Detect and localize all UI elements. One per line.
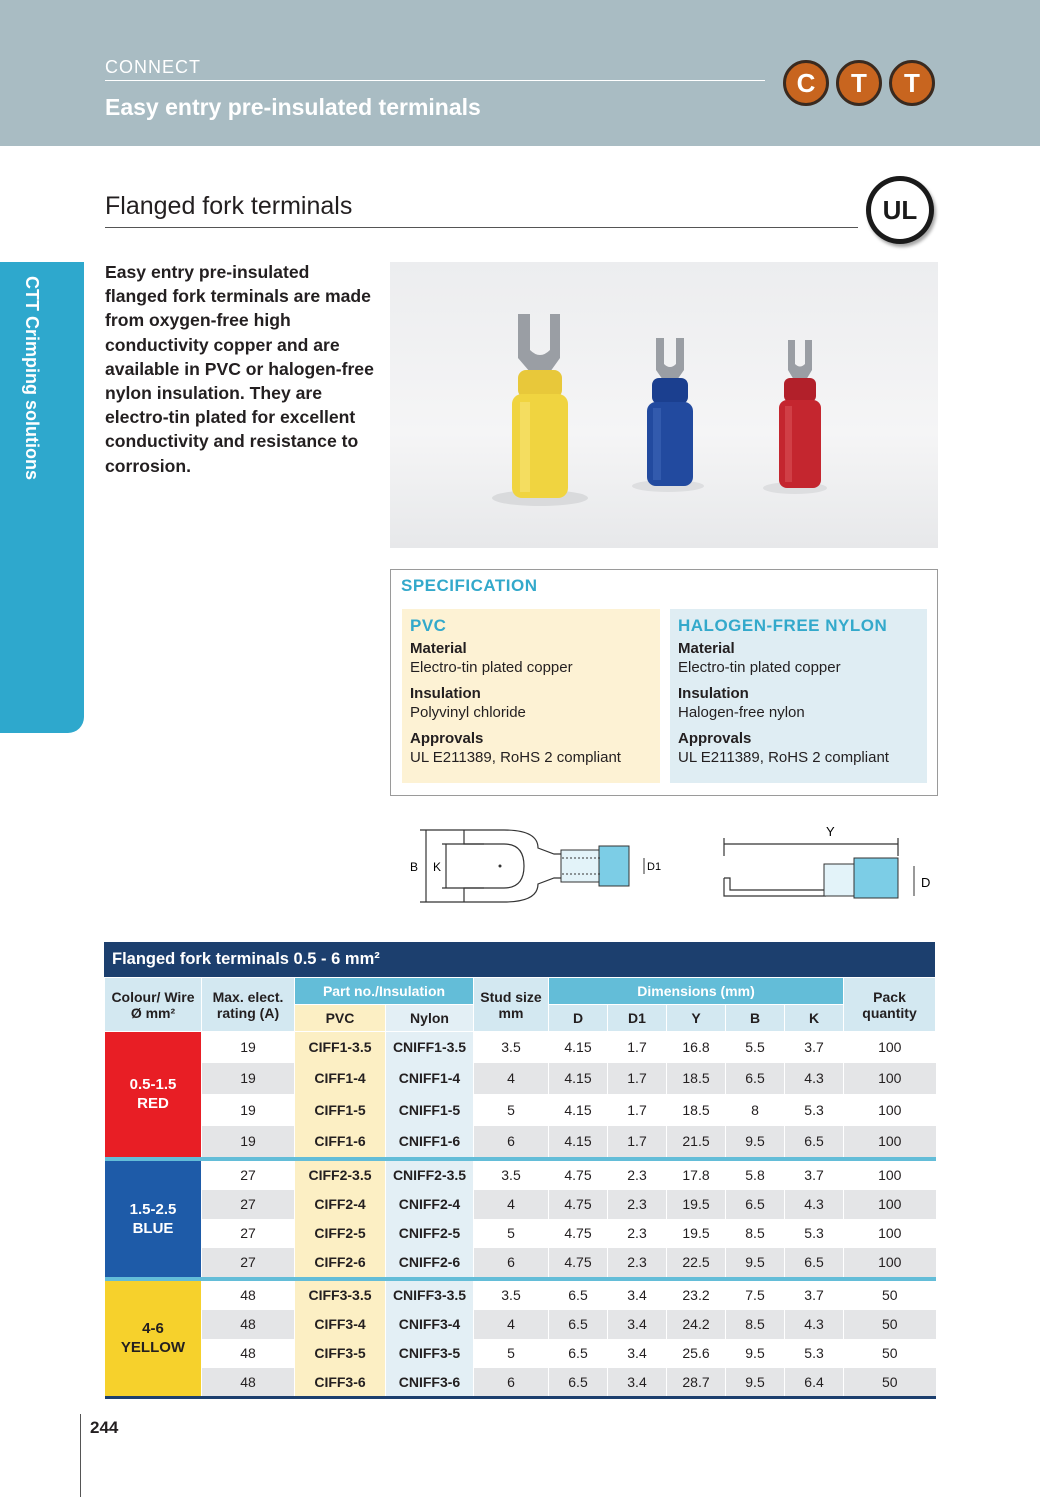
cell-pvc: CIFF1-3.5 [295, 1032, 386, 1063]
spec-nylon-approvals: UL E211389, RoHS 2 compliant [678, 749, 889, 766]
cell-pack: 100 [844, 1126, 936, 1157]
cell-k: 3.7 [785, 1032, 844, 1063]
cell-stud: 5 [474, 1219, 549, 1248]
cell-y: 18.5 [667, 1094, 726, 1126]
cell-k: 3.7 [785, 1161, 844, 1190]
cell-d: 4.75 [549, 1219, 608, 1248]
cell-b: 8 [726, 1094, 785, 1126]
cell-y: 22.5 [667, 1248, 726, 1277]
cell-nylon: CNIFF2-4 [386, 1190, 474, 1219]
cell-stud: 6 [474, 1248, 549, 1277]
cell-pvc: CIFF3-5 [295, 1339, 386, 1368]
col-dimensions: Dimensions (mm) [549, 978, 844, 1005]
page-number: 244 [90, 1418, 119, 1437]
col-nylon: Nylon [386, 1005, 474, 1032]
table-row [105, 1063, 936, 1094]
header-band [0, 0, 1040, 146]
colour-name: BLUE [132, 1219, 174, 1237]
cell-pvc: CIFF1-5 [295, 1094, 386, 1126]
cell-d1: 1.7 [608, 1094, 667, 1126]
cell-d: 4.15 [549, 1063, 608, 1094]
table-row [105, 1368, 936, 1396]
cell-k: 5.3 [785, 1219, 844, 1248]
cell-d1: 2.3 [608, 1219, 667, 1248]
cell-rating: 27 [202, 1161, 295, 1190]
cell-rating: 19 [202, 1094, 295, 1126]
table-row [105, 1126, 936, 1157]
header-subtitle: Easy entry pre-insulated terminals [105, 94, 481, 120]
cell-d: 4.15 [549, 1126, 608, 1157]
wire-range: 4-6 [142, 1320, 164, 1337]
table-row [105, 1190, 936, 1219]
ul-badge-text: UL [871, 181, 929, 239]
ul-certification-icon [866, 176, 934, 244]
terminal-data-table [104, 977, 936, 1399]
group-separator [105, 1396, 936, 1399]
cell-b: 7.5 [726, 1281, 785, 1310]
cell-pvc: CIFF1-6 [295, 1126, 386, 1157]
spec-pvc-material: Electro-tin plated copper [410, 659, 573, 676]
dim-label-y: Y [826, 824, 835, 839]
cell-pvc: CIFF1-4 [295, 1063, 386, 1094]
dim-label-k: K [433, 860, 442, 874]
col-pack: Pack quantity [844, 978, 936, 1032]
cell-rating: 19 [202, 1063, 295, 1094]
table-row [105, 1094, 936, 1126]
table-title: Flanged fork terminals 0.5 - 6 mm² [104, 942, 935, 977]
cell-pack: 100 [844, 1161, 936, 1190]
side-tab-label: CTT Crimping solutions [22, 276, 42, 480]
spec-nylon-insulation: Halogen-free nylon [678, 704, 805, 721]
cell-y: 19.5 [667, 1219, 726, 1248]
cell-d: 6.5 [549, 1339, 608, 1368]
cell-rating: 27 [202, 1219, 295, 1248]
terminals-illustration [390, 262, 938, 548]
spec-pvc-approvals: UL E211389, RoHS 2 compliant [410, 749, 621, 766]
colour-name: RED [137, 1095, 169, 1113]
cell-rating: 48 [202, 1368, 295, 1396]
table-row [105, 1281, 936, 1310]
cell-rating: 27 [202, 1190, 295, 1219]
cell-k: 6.5 [785, 1248, 844, 1277]
cell-d1: 3.4 [608, 1281, 667, 1310]
cell-d: 4.15 [549, 1032, 608, 1063]
cell-stud: 6 [474, 1126, 549, 1157]
spec-pvc-approvals-label: Approvals [410, 730, 484, 747]
cell-pack: 100 [844, 1094, 936, 1126]
table-row [105, 1248, 936, 1277]
cell-pack: 50 [844, 1368, 936, 1396]
spec-pvc-column [402, 609, 660, 783]
cell-y: 17.8 [667, 1161, 726, 1190]
cell-y: 18.5 [667, 1063, 726, 1094]
cell-d1: 1.7 [608, 1063, 667, 1094]
cell-rating: 48 [202, 1310, 295, 1339]
col-colour: Colour/ Wire Ø mm² [105, 978, 202, 1032]
cell-d1: 1.7 [608, 1126, 667, 1157]
cell-y: 23.2 [667, 1281, 726, 1310]
cell-d1: 2.3 [608, 1190, 667, 1219]
cell-pvc: CIFF3-6 [295, 1368, 386, 1396]
cell-pvc: CIFF2-6 [295, 1248, 386, 1277]
cell-stud: 6 [474, 1368, 549, 1396]
table-row [105, 1310, 936, 1339]
spec-pvc-material-label: Material [410, 640, 467, 657]
col-stud: Stud size mm [474, 978, 549, 1032]
cell-stud: 3.5 [474, 1161, 549, 1190]
product-photo [390, 262, 938, 548]
cell-d: 4.75 [549, 1248, 608, 1277]
cell-y: 25.6 [667, 1339, 726, 1368]
cell-nylon: CNIFF3-6 [386, 1368, 474, 1396]
cell-k: 5.3 [785, 1094, 844, 1126]
page-number-rule [80, 1414, 81, 1497]
cell-pack: 50 [844, 1339, 936, 1368]
cell-nylon: CNIFF3-4 [386, 1310, 474, 1339]
spec-nylon-material-label: Material [678, 640, 735, 657]
col-y: Y [667, 1005, 726, 1032]
cell-y: 28.7 [667, 1368, 726, 1396]
col-pvc: PVC [295, 1005, 386, 1032]
page-title: Flanged fork terminals [105, 192, 353, 220]
cell-b: 6.5 [726, 1063, 785, 1094]
table-row [105, 1219, 936, 1248]
cell-b: 9.5 [726, 1368, 785, 1396]
col-part: Part no./Insulation [295, 978, 474, 1005]
ctt-logo-c: C [783, 60, 829, 106]
cell-b: 9.5 [726, 1339, 785, 1368]
cell-pack: 100 [844, 1190, 936, 1219]
specification-box [390, 569, 938, 796]
spec-nylon-insulation-label: Insulation [678, 685, 749, 702]
table-row [105, 1161, 936, 1190]
cell-pvc: CIFF2-5 [295, 1219, 386, 1248]
fork-top-view-diagram [404, 824, 674, 910]
separator-cell [105, 1396, 936, 1399]
spec-nylon-column [670, 609, 927, 783]
cell-k: 5.3 [785, 1339, 844, 1368]
cell-pvc: CIFF3-3.5 [295, 1281, 386, 1310]
side-view-diagram [716, 822, 946, 902]
cell-nylon: CNIFF2-3.5 [386, 1161, 474, 1190]
cell-b: 8.5 [726, 1219, 785, 1248]
cell-k: 4.3 [785, 1190, 844, 1219]
cell-k: 6.5 [785, 1126, 844, 1157]
cell-stud: 3.5 [474, 1032, 549, 1063]
cell-d: 4.75 [549, 1161, 608, 1190]
section-label: CONNECT [105, 57, 201, 77]
cell-pack: 100 [844, 1248, 936, 1277]
spec-pvc-insulation-label: Insulation [410, 685, 481, 702]
side-tab [0, 262, 84, 733]
cell-pvc: CIFF2-4 [295, 1190, 386, 1219]
colour-cell [105, 1032, 202, 1157]
cell-d1: 3.4 [608, 1368, 667, 1396]
cell-stud: 4 [474, 1190, 549, 1219]
cell-nylon: CNIFF3-3.5 [386, 1281, 474, 1310]
cell-d: 6.5 [549, 1310, 608, 1339]
cell-b: 9.5 [726, 1248, 785, 1277]
ctt-logo-t1: T [836, 60, 882, 106]
cell-stud: 5 [474, 1339, 549, 1368]
cell-rating: 27 [202, 1248, 295, 1277]
spec-nylon-approvals-label: Approvals [678, 730, 752, 747]
product-table [104, 942, 935, 1399]
cell-d: 6.5 [549, 1281, 608, 1310]
ctt-logo-t2: T [889, 60, 935, 106]
cell-pack: 100 [844, 1063, 936, 1094]
title-rule [105, 227, 858, 228]
cell-k: 3.7 [785, 1281, 844, 1310]
cell-y: 19.5 [667, 1190, 726, 1219]
wire-range: 0.5-1.5 [129, 1076, 177, 1094]
cell-nylon: CNIFF3-5 [386, 1339, 474, 1368]
cell-d: 4.75 [549, 1190, 608, 1219]
cell-stud: 4 [474, 1063, 549, 1094]
cell-nylon: CNIFF1-5 [386, 1094, 474, 1126]
cell-b: 8.5 [726, 1310, 785, 1339]
cell-y: 21.5 [667, 1126, 726, 1157]
cell-stud: 5 [474, 1094, 549, 1126]
cell-b: 6.5 [726, 1190, 785, 1219]
dim-label-d1: D1 [647, 861, 662, 873]
header-rule [105, 80, 765, 81]
spec-pvc-title: PVC [410, 616, 447, 635]
cell-d1: 2.3 [608, 1161, 667, 1190]
cell-nylon: CNIFF2-6 [386, 1248, 474, 1277]
dim-label-b: B [410, 860, 419, 874]
spec-pvc-insulation: Polyvinyl chloride [410, 704, 526, 721]
cell-y: 16.8 [667, 1032, 726, 1063]
dim-label-d: D [921, 875, 931, 890]
cell-nylon: CNIFF1-6 [386, 1126, 474, 1157]
cell-b: 5.5 [726, 1032, 785, 1063]
table-row [105, 1032, 936, 1063]
cell-pvc: CIFF3-4 [295, 1310, 386, 1339]
cell-d: 4.15 [549, 1094, 608, 1126]
cell-d1: 2.3 [608, 1248, 667, 1277]
cell-k: 6.4 [785, 1368, 844, 1396]
cell-pack: 100 [844, 1032, 936, 1063]
cell-rating: 19 [202, 1126, 295, 1157]
cell-pack: 50 [844, 1310, 936, 1339]
cell-rating: 19 [202, 1032, 295, 1063]
colour-name: YELLOW [120, 1339, 186, 1356]
cell-nylon: CNIFF1-3.5 [386, 1032, 474, 1063]
cell-stud: 3.5 [474, 1281, 549, 1310]
wire-range: 1.5-2.5 [129, 1200, 177, 1218]
cell-k: 4.3 [785, 1063, 844, 1094]
cell-pvc: CIFF2-3.5 [295, 1161, 386, 1190]
table-row [105, 1339, 936, 1368]
cell-d1: 3.4 [608, 1310, 667, 1339]
colour-cell [105, 1281, 202, 1396]
spec-nylon-material: Electro-tin plated copper [678, 659, 841, 676]
cell-rating: 48 [202, 1339, 295, 1368]
col-d: D [549, 1005, 608, 1032]
col-b: B [726, 1005, 785, 1032]
cell-pack: 50 [844, 1281, 936, 1310]
col-rating: Max. elect. rating (A) [202, 978, 295, 1032]
spec-nylon-title: HALOGEN-FREE NYLON [678, 616, 888, 635]
cell-d: 6.5 [549, 1368, 608, 1396]
col-d1: D1 [608, 1005, 667, 1032]
cell-pack: 100 [844, 1219, 936, 1248]
cell-nylon: CNIFF1-4 [386, 1063, 474, 1094]
cell-stud: 4 [474, 1310, 549, 1339]
cell-rating: 48 [202, 1281, 295, 1310]
table-body [105, 1032, 936, 1399]
colour-cell [105, 1161, 202, 1277]
cell-b: 9.5 [726, 1126, 785, 1157]
cell-nylon: CNIFF2-5 [386, 1219, 474, 1248]
intro-paragraph: Easy entry pre-insulated flanged fork terminals are made from oxygen-free high conductivity copper and are available in PVC or halogen-free nylon insulation. They are electro-tin plated for excellent conductivity and resistance to corrosion. [105, 262, 374, 476]
cell-d1: 3.4 [608, 1339, 667, 1368]
cell-b: 5.8 [726, 1161, 785, 1190]
cell-d1: 1.7 [608, 1032, 667, 1063]
cell-k: 4.3 [785, 1310, 844, 1339]
spec-title: SPECIFICATION [401, 576, 538, 595]
cell-y: 24.2 [667, 1310, 726, 1339]
col-k: K [785, 1005, 844, 1032]
